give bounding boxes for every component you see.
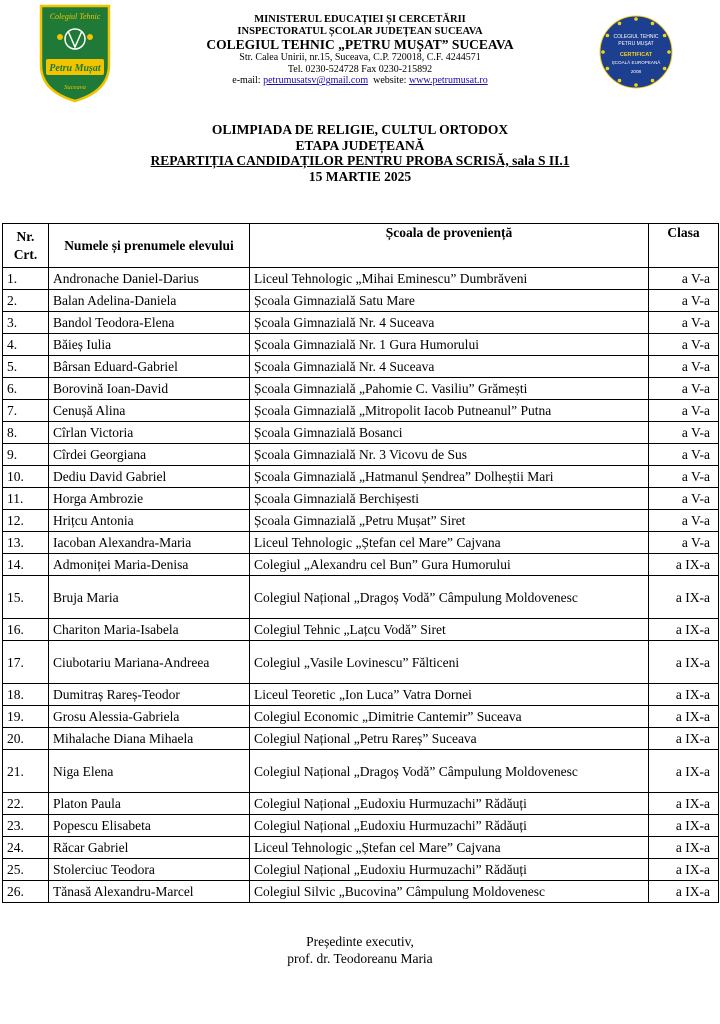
student-name: Mihalache Diana Mihaela bbox=[49, 728, 250, 750]
row-number: 26. bbox=[3, 881, 49, 903]
school-of-origin: Școala Gimnazială Satu Mare bbox=[250, 290, 649, 312]
class-grade: a V-a bbox=[649, 356, 719, 378]
table-row bbox=[3, 510, 719, 532]
school-of-origin: Școala Gimnazială Nr. 3 Vicovu de Sus bbox=[250, 444, 649, 466]
email-label: e-mail: bbox=[232, 75, 261, 87]
header-school: Școala de proveniență bbox=[250, 224, 649, 268]
european-school-badge bbox=[598, 14, 674, 90]
distribution-title: REPARTIȚIA CANDIDAȚILOR PENTRU PROBA SCRISĂ, sala S II.1 bbox=[150, 153, 570, 168]
row-number: 1. bbox=[3, 268, 49, 290]
row-number: 14. bbox=[3, 554, 49, 576]
school-of-origin: Colegiul „Vasile Lovinescu” Fălticeni bbox=[250, 641, 649, 684]
school-of-origin: Colegiul Național „Dragoș Vodă” Câmpulung Moldovenesc bbox=[250, 750, 649, 793]
row-number: 2. bbox=[3, 290, 49, 312]
school-phone: Tel. 0230-524728 Fax 0230-215892 bbox=[287, 63, 433, 75]
student-name: Hrițcu Antonia bbox=[49, 510, 250, 532]
table-row bbox=[3, 356, 719, 378]
class-grade: a IX-a bbox=[649, 576, 719, 619]
school-of-origin: Liceul Tehnologic „Mihai Eminescu” Dumbrăveni bbox=[250, 268, 649, 290]
row-number: 16. bbox=[3, 619, 49, 641]
table-row bbox=[3, 815, 719, 837]
table-row bbox=[3, 422, 719, 444]
school-of-origin: Colegiul „Alexandru cel Bun” Gura Humorului bbox=[250, 554, 649, 576]
student-name: Cîrdei Georgiana bbox=[49, 444, 250, 466]
row-number: 6. bbox=[3, 378, 49, 400]
svg-text:PETRU MUȘAT: PETRU MUȘAT bbox=[618, 41, 654, 47]
table-row bbox=[3, 881, 719, 903]
table-row bbox=[3, 312, 719, 334]
candidates-table bbox=[2, 223, 719, 903]
table-header-row bbox=[3, 224, 719, 268]
svg-text:Colegiul Tehnic: Colegiul Tehnic bbox=[49, 12, 101, 21]
row-number: 18. bbox=[3, 684, 49, 706]
table-row bbox=[3, 728, 719, 750]
student-name: Cenușă Alina bbox=[49, 400, 250, 422]
row-number: 21. bbox=[3, 750, 49, 793]
class-grade: a IX-a bbox=[649, 684, 719, 706]
school-of-origin: Școala Gimnazială „Pahomie C. Vasiliu” Grămești bbox=[250, 378, 649, 400]
class-grade: a IX-a bbox=[649, 793, 719, 815]
table-row bbox=[3, 576, 719, 619]
class-grade: a IX-a bbox=[649, 728, 719, 750]
student-name: Stolerciuc Teodora bbox=[49, 859, 250, 881]
table-row bbox=[3, 444, 719, 466]
student-name: Bandol Teodora-Elena bbox=[49, 312, 250, 334]
school-of-origin: Liceul Tehnologic „Ștefan cel Mare” Cajvana bbox=[250, 837, 649, 859]
school-of-origin: Școala Gimnazială Nr. 4 Suceava bbox=[250, 312, 649, 334]
svg-text:COLEGIUL TEHNIC: COLEGIUL TEHNIC bbox=[613, 34, 659, 40]
header-class: Clasa bbox=[649, 224, 719, 268]
student-name: Bruja Maria bbox=[49, 576, 250, 619]
table-row bbox=[3, 488, 719, 510]
row-number: 22. bbox=[3, 793, 49, 815]
school-of-origin: Colegiul Tehnic „Lațcu Vodă” Siret bbox=[250, 619, 649, 641]
contact-line bbox=[130, 75, 590, 87]
class-grade: a V-a bbox=[649, 312, 719, 334]
class-grade: a IX-a bbox=[649, 815, 719, 837]
row-number: 4. bbox=[3, 334, 49, 356]
school-of-origin: Școala Gimnazială Nr. 4 Suceava bbox=[250, 356, 649, 378]
table-row bbox=[3, 859, 719, 881]
row-number: 15. bbox=[3, 576, 49, 619]
school-of-origin: Colegiul Silvic „Bucovina” Câmpulung Moldovenesc bbox=[250, 881, 649, 903]
student-name: Băieș Iulia bbox=[49, 334, 250, 356]
school-of-origin: Colegiul Economic „Dimitrie Cantemir” Suceava bbox=[250, 706, 649, 728]
signer-name: prof. dr. Teodoreanu Maria bbox=[287, 951, 433, 966]
student-name: Cîrlan Victoria bbox=[49, 422, 250, 444]
school-of-origin: Colegiul Național „Petru Rareș” Suceava bbox=[250, 728, 649, 750]
table-row bbox=[3, 268, 719, 290]
class-grade: a IX-a bbox=[649, 619, 719, 641]
student-name: Răcar Gabriel bbox=[49, 837, 250, 859]
row-number: 19. bbox=[3, 706, 49, 728]
svg-text:Suceava: Suceava bbox=[64, 84, 86, 91]
email-link[interactable]: petrumusatsv@gmail.com bbox=[263, 75, 369, 87]
student-name: Popescu Elisabeta bbox=[49, 815, 250, 837]
class-grade: a IX-a bbox=[649, 881, 719, 903]
table-row bbox=[3, 837, 719, 859]
stage-title: ETAPA JUDEȚEANĂ bbox=[295, 137, 425, 153]
row-number: 25. bbox=[3, 859, 49, 881]
student-name: Platon Paula bbox=[49, 793, 250, 815]
student-name: Dediu David Gabriel bbox=[49, 466, 250, 488]
table-row bbox=[3, 750, 719, 793]
school-of-origin: Școala Gimnazială Berchișesti bbox=[250, 488, 649, 510]
class-grade: a IX-a bbox=[649, 859, 719, 881]
header-nr: Nr. Crt. bbox=[3, 224, 49, 268]
school-of-origin: Colegiul Național „Eudoxiu Hurmuzachi” Rădăuți bbox=[250, 793, 649, 815]
school-of-origin: Liceul Tehnologic „Ștefan cel Mare” Cajvana bbox=[250, 532, 649, 554]
signature-block bbox=[0, 933, 720, 967]
row-number: 12. bbox=[3, 510, 49, 532]
table-row bbox=[3, 400, 719, 422]
class-grade: a IX-a bbox=[649, 837, 719, 859]
student-name: Iacoban Alexandra-Maria bbox=[49, 532, 250, 554]
row-number: 9. bbox=[3, 444, 49, 466]
table-row bbox=[3, 290, 719, 312]
class-grade: a V-a bbox=[649, 532, 719, 554]
student-name: Balan Adelina-Daniela bbox=[49, 290, 250, 312]
row-number: 7. bbox=[3, 400, 49, 422]
table-row bbox=[3, 641, 719, 684]
school-of-origin: Colegiul Național „Dragoș Vodă” Câmpulung Moldovenesc bbox=[250, 576, 649, 619]
table-row bbox=[3, 334, 719, 356]
row-number: 10. bbox=[3, 466, 49, 488]
signer-role: Președinte executiv, bbox=[306, 934, 414, 949]
row-number: 11. bbox=[3, 488, 49, 510]
table-row bbox=[3, 466, 719, 488]
table-body bbox=[3, 268, 719, 903]
student-name: Grosu Alessia-Gabriela bbox=[49, 706, 250, 728]
exam-date: 15 MARTIE 2025 bbox=[308, 168, 412, 184]
class-grade: a V-a bbox=[649, 378, 719, 400]
letterhead bbox=[130, 14, 590, 87]
student-name: Bârsan Eduard-Gabriel bbox=[49, 356, 250, 378]
school-crest-logo bbox=[38, 3, 112, 103]
school-of-origin: Liceul Teoretic „Ion Luca” Vatra Dornei bbox=[250, 684, 649, 706]
student-name: Admoniței Maria-Denisa bbox=[49, 554, 250, 576]
table-row bbox=[3, 684, 719, 706]
student-name: Andronache Daniel-Darius bbox=[49, 268, 250, 290]
student-name: Borovină Ioan-David bbox=[49, 378, 250, 400]
class-grade: a IX-a bbox=[649, 706, 719, 728]
svg-text:ȘCOALĂ EUROPEANĂ: ȘCOALĂ EUROPEANĂ bbox=[611, 60, 661, 65]
student-name: Niga Elena bbox=[49, 750, 250, 793]
class-grade: a V-a bbox=[649, 334, 719, 356]
class-grade: a V-a bbox=[649, 400, 719, 422]
row-number: 8. bbox=[3, 422, 49, 444]
student-name: Tănasă Alexandru-Marcel bbox=[49, 881, 250, 903]
website-label: website: bbox=[373, 75, 407, 87]
website-link[interactable]: www.petrumusat.ro bbox=[408, 75, 488, 87]
table-row bbox=[3, 793, 719, 815]
class-grade: a V-a bbox=[649, 444, 719, 466]
school-of-origin: Școala Gimnazială Bosanci bbox=[250, 422, 649, 444]
svg-text:CERTIFICAT: CERTIFICAT bbox=[619, 52, 653, 58]
table-row bbox=[3, 706, 719, 728]
class-grade: a V-a bbox=[649, 510, 719, 532]
table-row bbox=[3, 554, 719, 576]
class-grade: a V-a bbox=[649, 488, 719, 510]
class-grade: a V-a bbox=[649, 290, 719, 312]
inspectorate-name: INSPECTORATUL ȘCOLAR JUDEȚEAN SUCEAVA bbox=[237, 25, 483, 37]
student-name: Chariton Maria-Isabela bbox=[49, 619, 250, 641]
document-titles bbox=[0, 122, 720, 184]
school-address: Str. Calea Unirii, nr.15, Suceava, C.P. 720018, C.F. 4244571 bbox=[239, 52, 481, 64]
row-number: 17. bbox=[3, 641, 49, 684]
school-name: COLEGIUL TEHNIC „PETRU MUȘAT” SUCEAVA bbox=[206, 37, 514, 53]
svg-text:2008: 2008 bbox=[630, 69, 642, 74]
class-grade: a IX-a bbox=[649, 554, 719, 576]
class-grade: a V-a bbox=[649, 422, 719, 444]
ministry-name: MINISTERUL EDUCAȚIEI ȘI CERCETĂRII bbox=[254, 14, 466, 25]
class-grade: a V-a bbox=[649, 268, 719, 290]
student-name: Ciubotariu Mariana-Andreea bbox=[49, 641, 250, 684]
school-of-origin: Școala Gimnazială Nr. 1 Gura Humorului bbox=[250, 334, 649, 356]
table-row bbox=[3, 532, 719, 554]
table-row bbox=[3, 378, 719, 400]
header-name: Numele și prenumele elevului bbox=[49, 224, 250, 268]
class-grade: a IX-a bbox=[649, 750, 719, 793]
student-name: Dumitraș Rareș-Teodor bbox=[49, 684, 250, 706]
table-row bbox=[3, 619, 719, 641]
school-of-origin: Colegiul Național „Eudoxiu Hurmuzachi” Rădăuți bbox=[250, 859, 649, 881]
row-number: 13. bbox=[3, 532, 49, 554]
row-number: 23. bbox=[3, 815, 49, 837]
student-name: Horga Ambrozie bbox=[49, 488, 250, 510]
row-number: 5. bbox=[3, 356, 49, 378]
row-number: 20. bbox=[3, 728, 49, 750]
class-grade: a IX-a bbox=[649, 641, 719, 684]
row-number: 24. bbox=[3, 837, 49, 859]
olympiad-title: OLIMPIADA DE RELIGIE, CULTUL ORTODOX bbox=[211, 122, 509, 137]
class-grade: a V-a bbox=[649, 466, 719, 488]
school-of-origin: Școala Gimnazială „Hatmanul Șendrea” Dolheștii Mari bbox=[250, 466, 649, 488]
row-number: 3. bbox=[3, 312, 49, 334]
school-of-origin: Școala Gimnazială „Mitropolit Iacob Putneanul” Putna bbox=[250, 400, 649, 422]
svg-text:Petru Mușat: Petru Mușat bbox=[49, 63, 101, 74]
school-of-origin: Școala Gimnazială „Petru Mușat” Siret bbox=[250, 510, 649, 532]
school-of-origin: Colegiul Național „Eudoxiu Hurmuzachi” Rădăuți bbox=[250, 815, 649, 837]
